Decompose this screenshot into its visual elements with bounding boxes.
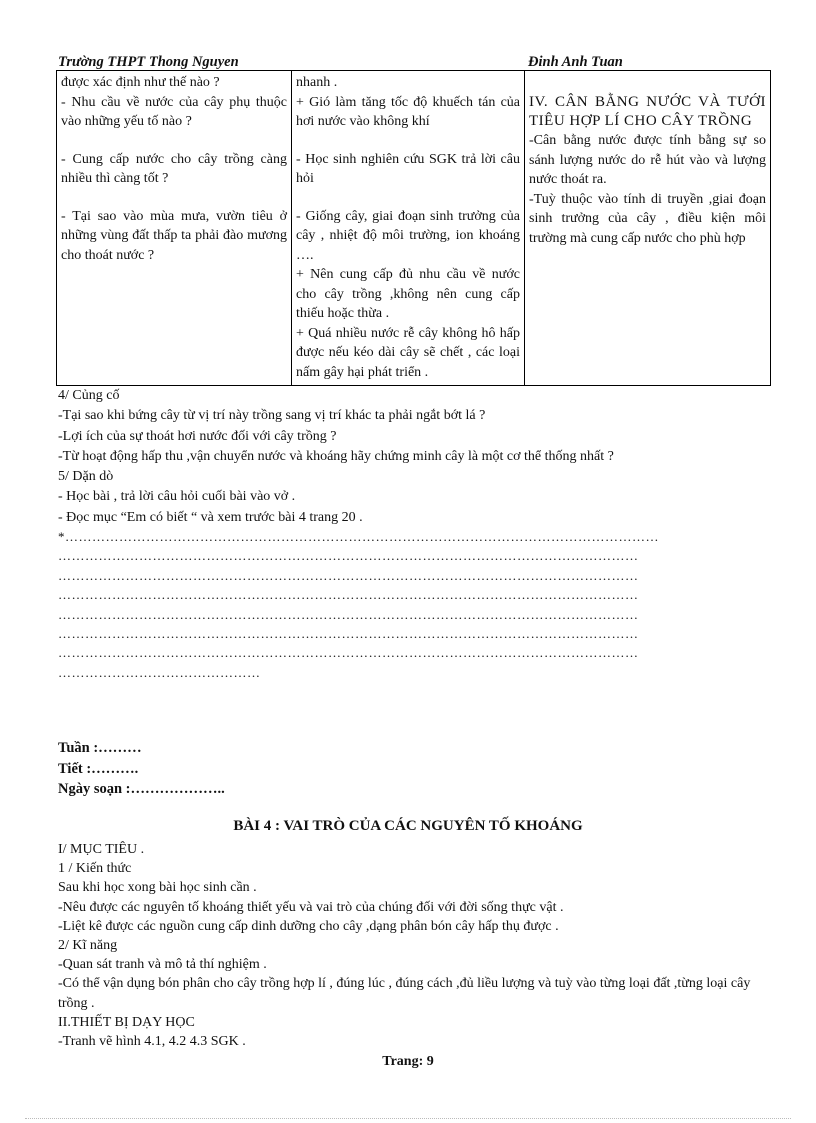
section-title: IV. CÂN BẰNG NƯỚC VÀ TƯỚI TIÊU HỢP LÍ CHO CÂY TRỒNG [529, 94, 766, 129]
notes-line: ………………………………………………………………………………………………………………… [58, 587, 639, 603]
table-cell-answers [292, 71, 525, 386]
notes-line: ………………………………………………………………………………………………………………… [58, 606, 639, 622]
answer-line: + Quá nhiều nước rễ cây không hô hấp được nếu kéo dài cây sẽ chết , các loại nấm gây hại phát triển . [296, 325, 520, 380]
answer-line: + Gió làm tăng tốc độ khuếch tán của hơi nước vào không khí [296, 94, 520, 129]
notes-line: ……………………………………… [58, 664, 261, 680]
page-number: Trang: 9 [382, 1054, 434, 1069]
date-field: Ngày soạn :……………….. [58, 781, 225, 797]
notes-line: ………………………………………………………………………………………………………………… [58, 567, 639, 583]
notes-line: ………………………………………………………………………………………………………………… [58, 645, 639, 661]
consolidation-section [58, 386, 758, 528]
lesson-line: I/ MỤC TIÊU . [58, 842, 145, 857]
answer-line: - Học sinh nghiên cứu SGK trả lời câu hỏi [296, 151, 520, 186]
lesson-line: Sau khi học xong bài học sinh cần . [58, 880, 257, 896]
lesson-line: -Liệt kê được các nguồn cung cấp dinh dưỡng cho cây ,dạng phân bón cây hấp thụ được . [58, 918, 559, 934]
lesson-line: -Có thể vận dụng bón phân cho cây trồng hợp lí , đúng lúc , đúng cách ,đủ liều lượng và tuỳ vào từng loại đất ,từng loại cây trồng . [58, 976, 751, 1011]
lesson-table [56, 70, 771, 386]
answer-line: + Nên cung cấp đủ nhu cầu về nước cho cây trồng ,không nên cung cấp thiếu hoặc thừa . [296, 267, 520, 321]
lesson-line: -Nêu được các nguyên tố khoáng thiết yếu và vai trò của chúng đối với đời sống thực vật . [58, 899, 564, 915]
answer-line: - Giống cây, giai đoạn sinh trưởng của cây , nhiệt độ môi trường, ion khoáng …. [296, 208, 520, 263]
author-name: Đinh Anh Tuan [528, 54, 623, 70]
content-line: -Tuỳ thuộc vào tính di truyền ,giai đoạn sinh trưởng của cây , điều kiện môi trường mà cung cấp nước cho phù hợp [529, 191, 766, 246]
lesson-line: 1 / Kiến thức [58, 861, 132, 877]
period-field: Tiết :………. [58, 760, 139, 777]
notes-dotted-lines [58, 527, 758, 682]
table-cell-questions [57, 71, 292, 386]
question-line: - Nhu cầu về nước của cây phụ thuộc vào những yếu tố nào ? [61, 94, 287, 129]
lesson-line: II.THIẾT BỊ DẠY HỌC [58, 1014, 195, 1030]
lesson-line: -Quan sát tranh và mô tả thí nghiệm . [58, 957, 267, 973]
notes-line: ………………………………………………………………………………………………………………… [58, 626, 639, 642]
consolidation-item: -Tại sao khi bứng cây từ vị trí này trồng sang vị trí khác ta phải ngắt bớt lá ? [58, 408, 486, 424]
homework-item: - Học bài , trả lời câu hỏi cuối bài vào vở . [58, 489, 296, 505]
notes-star: * [58, 529, 65, 544]
consolidation-item: -Lợi ích của sự thoát hơi nước đối với cây trồng ? [58, 428, 337, 444]
homework-heading: 5/ Dặn dò [58, 469, 114, 485]
lesson-title: BÀI 4 : VAI TRÒ CỦA CÁC NGUYÊN TỐ KHOÁNG [233, 818, 583, 834]
consolidation-item: -Từ hoạt động hấp thu ,vận chuyển nước và khoáng hãy chứng minh cây là một cơ thể thống nhất ? [58, 448, 614, 464]
table-cell-content [525, 71, 771, 386]
notes-line: ………………………………………………………………………………………………………………… [58, 548, 639, 564]
school-name: Trường THPT Thong Nguyen [58, 54, 239, 70]
lesson-line: -Tranh vẽ hình 4.1, 4.2 4.3 SGK . [58, 1034, 246, 1050]
content-line: -Cân bằng nước được tính bằng sự so sánh lượng nước do rễ hút vào và lượng nước thoát ra. [529, 133, 766, 187]
answer-line: nhanh . [296, 75, 338, 90]
lesson-meta [58, 738, 225, 800]
question-line: được xác định như thế nào ? [61, 75, 220, 90]
week-field: Tuần :……… [58, 740, 142, 756]
lesson-body [58, 840, 758, 1051]
homework-item: - Đọc mục “Em có biết “ và xem trước bài 4 trang 20 . [58, 509, 363, 525]
question-line: - Tại sao vào mùa mưa, vườn tiêu ở những vùng đất thấp ta phải đào mương cho thoát nước ? [61, 208, 287, 263]
notes-line: *…………………………………………………………………………………………………………………… [58, 529, 659, 544]
lesson-line: 2/ Kĩ năng [58, 938, 118, 954]
page-bottom-border [25, 1118, 791, 1119]
question-line: - Cung cấp nước cho cây trồng càng nhiều thì càng tốt ? [61, 151, 287, 186]
table-row [57, 71, 771, 386]
consolidation-heading: 4/ Củng cố [58, 388, 120, 403]
